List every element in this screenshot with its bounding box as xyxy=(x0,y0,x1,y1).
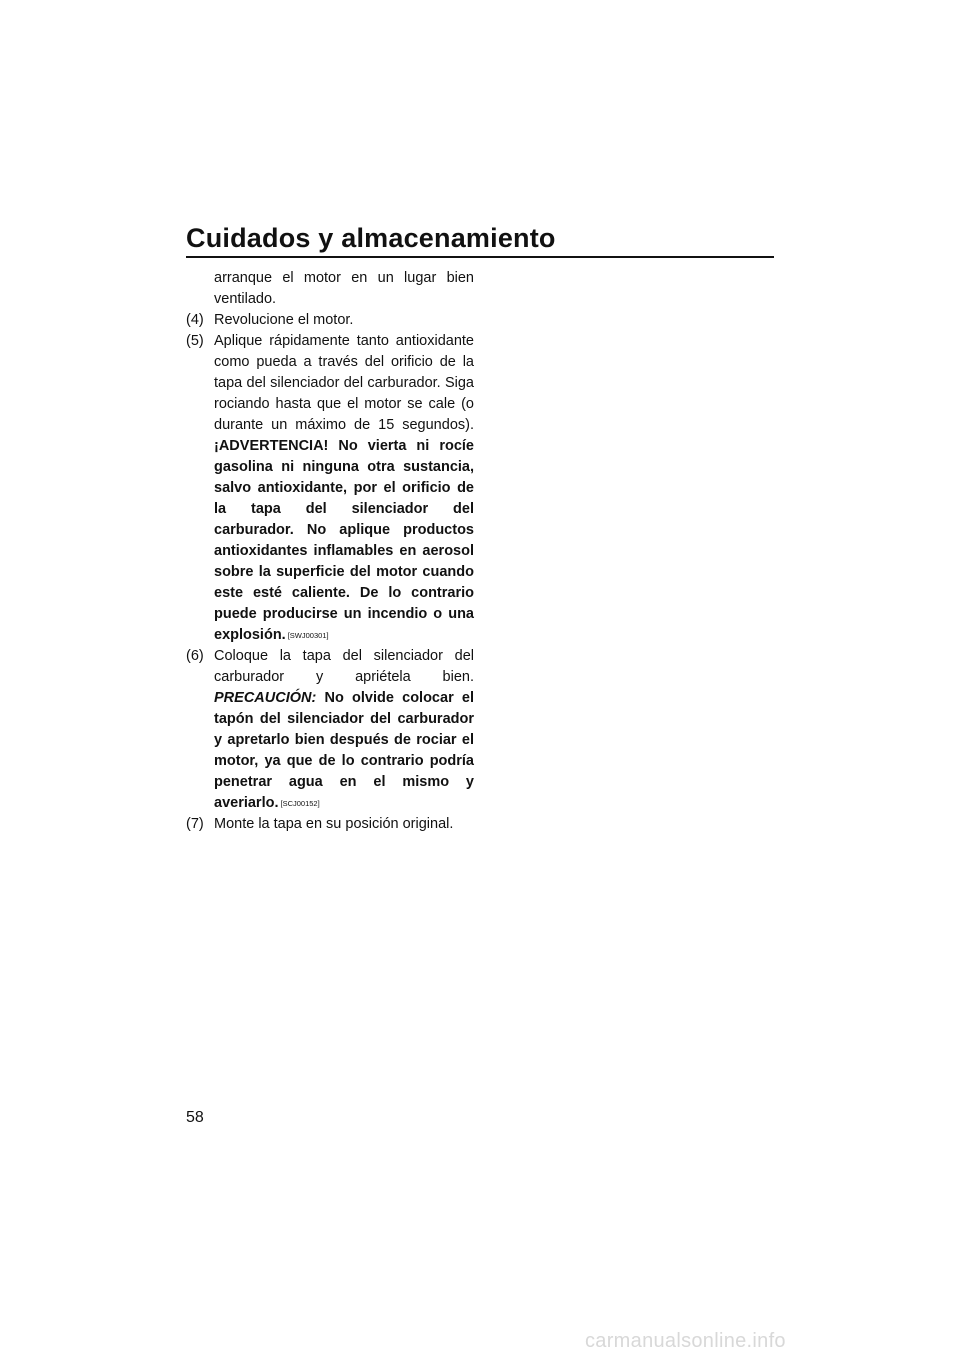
header-rule xyxy=(186,256,774,258)
warning-code: [SWJ00301] xyxy=(287,631,329,640)
list-item-6 xyxy=(186,646,474,814)
item-text: Aplique rápidamente tanto antioxidante como pueda a través del orificio de la tapa del silenciador del carburador. Siga rociando hasta que el motor se cale (o durante un máximo de 15 segundos). xyxy=(214,333,474,433)
item-number: (6) xyxy=(186,648,204,664)
warning-text: ¡ADVERTENCIA! No vierta ni rocíe gasolina ni ninguna otra sustancia, salvo antioxidante, por el orificio de la tapa del silenciador del carburador. No aplique productos antioxidantes inflamables en aerosol sobre la superficie del motor cuando este esté caliente. De lo contrario puede producirse un incendio o una explosión. xyxy=(214,438,474,643)
page-title: Cuidados y almacenamiento xyxy=(186,223,556,253)
caution-text: No olvide colocar el tapón del silenciador del carburador y apretarlo bien después de rociar el motor, ya que de lo contrario podría penetrar agua en el mismo y averiarlo. xyxy=(214,690,474,811)
continuation-text: arranque el motor en un lugar bien ventilado. xyxy=(214,270,474,307)
watermark: carmanualsonline.info xyxy=(585,1330,786,1352)
list-item-5 xyxy=(186,331,474,646)
list-item-4 xyxy=(186,310,474,331)
item-number: (5) xyxy=(186,333,204,349)
item-text: Revolucione el motor. xyxy=(214,312,354,328)
main-column xyxy=(186,268,474,835)
page-number: 58 xyxy=(186,1109,204,1126)
item-text: Coloque la tapa del silenciador del carburador y apriétela bien. xyxy=(214,648,474,685)
item-number: (7) xyxy=(186,816,204,832)
caution-code: [SCJ00152] xyxy=(280,799,320,808)
caution-label: PRECAUCIÓN: xyxy=(214,690,317,706)
page-header xyxy=(186,222,774,254)
item-text: Monte la tapa en su posición original. xyxy=(214,816,454,832)
item-number: (4) xyxy=(186,312,204,328)
list-item-7 xyxy=(186,814,474,835)
